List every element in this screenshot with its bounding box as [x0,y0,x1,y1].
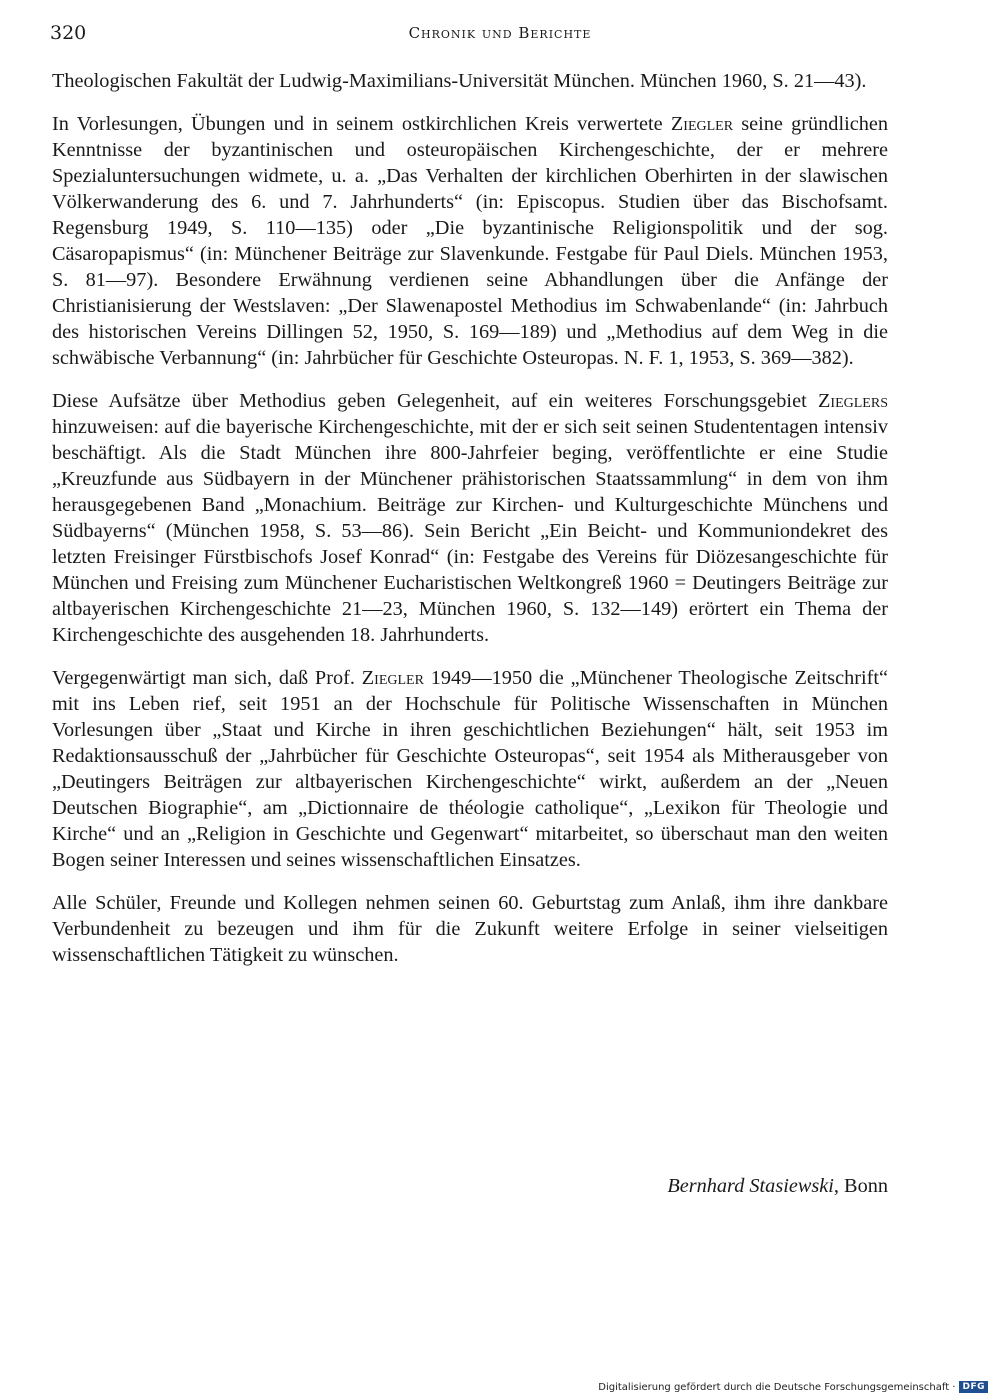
author-name-smallcaps: Zieglers [818,390,888,412]
author-name-smallcaps: Ziegler [361,667,424,689]
footer-credit [598,1381,988,1393]
paragraph-2 [52,111,888,371]
paragraph-1 [52,68,888,94]
paragraph-text: 1949—1950 die „Münchener Theologische Zeitschrift“ mit ins Leben rief, seit 1951 an der Hochschule für Politische Wissenschaften in München Vorlesungen über „Staat und Kirche in ihren geschichtlichen Beziehungen“ hält, seit 1953 im Redaktionsausschuß der „Jahrbücher für Geschichte Osteuropas“, seit 1954 als Mitherausgeber von „Deutingers Beiträgen zur altbayerischen Kirchengeschichte“ wirkt, außerdem an der „Neuen Deutschen Biographie“, am „Dictionnaire de théologie catholique“, „Lexikon für Theologie und Kirche“ und an „Religion in Geschichte und Gegenwart“ mitarbeitet, so überschaut man den weiten Bogen seiner Interessen und seines wissenschaftlichen Einsatzes. [52,667,888,871]
article-body [52,68,888,985]
author-name-smallcaps: Ziegler [670,113,734,135]
running-head: Chronik und Berichte [408,24,592,42]
paragraph-text: Vergegenwärtigt man sich, daß Prof. [52,667,362,689]
paragraph-text: In Vorlesungen, Übungen und in seinem ostkirchlichen Kreis verwertete [52,113,671,135]
dfg-logo-icon: DFG [959,1381,988,1393]
footer-text: Digitalisierung gefördert durch die Deutsche Forschungsgemeinschaft · [598,1381,956,1393]
page-number: 320 [50,22,87,44]
paragraph-text: seine gründlichen Kenntnisse der byzantinischen und osteuropäischen Kirchengeschichte, der er mehrere Spezialuntersuchungen widmete, u. a. „Das Verhalten der kirchlichen Oberhirten in der slawischen Völkerwanderung des 6. und 7. Jahrhunderts“ (in: Episcopus. Studien über das Bischofsamt. Regensburg 1949, S. 110—135) oder „Die byzantinische Religionspolitik und der sog. Cäsaropapismus“ (in: Münchener Beiträge zur Slavenkunde. Festgabe für Paul Diels. München 1953, S. 81—97). Besondere Erwähnung verdienen seine Abhandlungen über die Anfänge der Christianisierung der Westslaven: „Der Slawenapostel Methodius im Schwabenlande“ (in: Jahrbuch des historischen Vereins Dillingen 52, 1950, S. 169—189) und „Methodius auf dem Weg in die schwäbische Verbannung“ (in: Jahrbücher für Geschichte Osteuropas. N. F. 1, 1953, S. 369—382). [52,113,889,369]
signature [667,1175,888,1198]
paragraph-3 [52,388,888,648]
paragraph-5 [52,890,888,968]
paragraph-text: Alle Schüler, Freunde und Kollegen nehmen seinen 60. Geburtstag zum Anlaß, ihm ihre dankbare Verbundenheit zu bezeugen und ihm für die Zukunft weitere Erfolge in seiner vielseitigen wissenschaftlichen Tätigkeit zu wünschen. [52,892,888,966]
paragraph-text: Diese Aufsätze über Methodius geben Gelegenheit, auf ein weiteres Forschungsgebiet [52,390,819,412]
paragraph-4 [52,665,888,873]
signature-place: , Bonn [833,1175,888,1197]
paragraph-text: hinzuweisen: auf die bayerische Kirchengeschichte, mit der er sich seit seinen Studententagen intensiv beschäftigt. Als die Stadt München ihre 800-Jahrfeier beging, veröffentlichte er eine Studie „Kreuzfunde aus Südbayern in der Münchener prähistorischen Staatssammlung“ in dem von ihm herausgegebenen Band „Monachium. Beiträge zur Kirchen- und Kulturgeschichte Münchens und Südbayerns“ (München 1958, S. 53—86). Sein Bericht „Ein Beicht- und Kommuniondekret des letzten Freisinger Fürstbischofs Josef Konrad“ (in: Festgabe des Vereins für Diözesangeschichte für München und Freising zum Münchener Eucharistischen Weltkongreß 1960 = Deutingers Beiträge zur altbayerischen Kirchengeschichte 21—23, München 1960, S. 132—149) erörtert ein Thema der Kirchengeschichte des ausgehenden 18. Jahrhunderts. [52,416,888,646]
signature-name: Bernhard Stasiewski [667,1175,834,1197]
paragraph-text: Theologischen Fakultät der Ludwig-Maximilians-Universität München. München 1960, S. 21—43). [52,70,867,92]
